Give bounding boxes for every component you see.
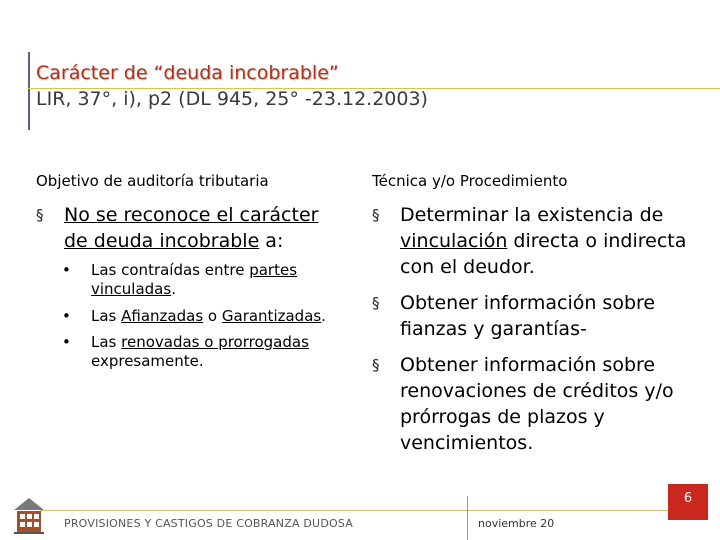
title-vertical-rule: [28, 52, 30, 130]
slide-title: [36, 60, 428, 112]
sub-bullet-1: • Las contraídas entre partes vinculadas.: [62, 261, 298, 298]
square-bullet-icon: §: [36, 206, 44, 224]
footer-divider: [467, 496, 468, 540]
right-bullet-3: § Obtener información sobre renovaciones de créditos y/o prórrogas de plazos y vencimientos.: [372, 354, 674, 454]
dot-bullet-icon: •: [62, 307, 71, 325]
dot-bullet-icon: •: [62, 261, 71, 279]
building-logo-icon: [12, 496, 46, 536]
right-bullet-1: § Determinar la existencia de vinculación directa o indirecta con el deudor.: [372, 204, 687, 278]
dot-bullet-icon: •: [62, 333, 71, 351]
right-bullet-2: § Obtener información sobre fianzas y garantías-: [372, 292, 656, 340]
square-bullet-icon: §: [372, 294, 380, 312]
square-bullet-icon: §: [372, 206, 380, 224]
page-number: 6: [668, 484, 708, 520]
left-bullet-text: No se reconoce el carácter de deuda incobrable a:: [64, 204, 319, 252]
left-bullet: [36, 202, 336, 254]
sub-bullet-2: • Las Afianzadas o Garantizadas.: [62, 307, 326, 325]
square-bullet-icon: §: [372, 356, 380, 374]
sub-bullet-3: • Las renovadas o prorrogadas expresamente.: [62, 333, 309, 370]
left-column-heading: Objetivo de auditoría tributaria: [36, 172, 269, 190]
right-column-heading: Técnica y/o Procedimiento: [372, 172, 568, 190]
footer-date: noviembre 20: [478, 517, 555, 530]
title-line-1: Carácter de “deuda incobrable”: [36, 62, 339, 84]
title-line-2: LIR, 37°, i), p2 (DL 945, 25° -23.12.2003): [36, 88, 428, 110]
footer-rule: [40, 510, 668, 511]
footer-title: PROVISIONES Y CASTIGOS DE COBRANZA DUDOSA: [64, 517, 353, 530]
